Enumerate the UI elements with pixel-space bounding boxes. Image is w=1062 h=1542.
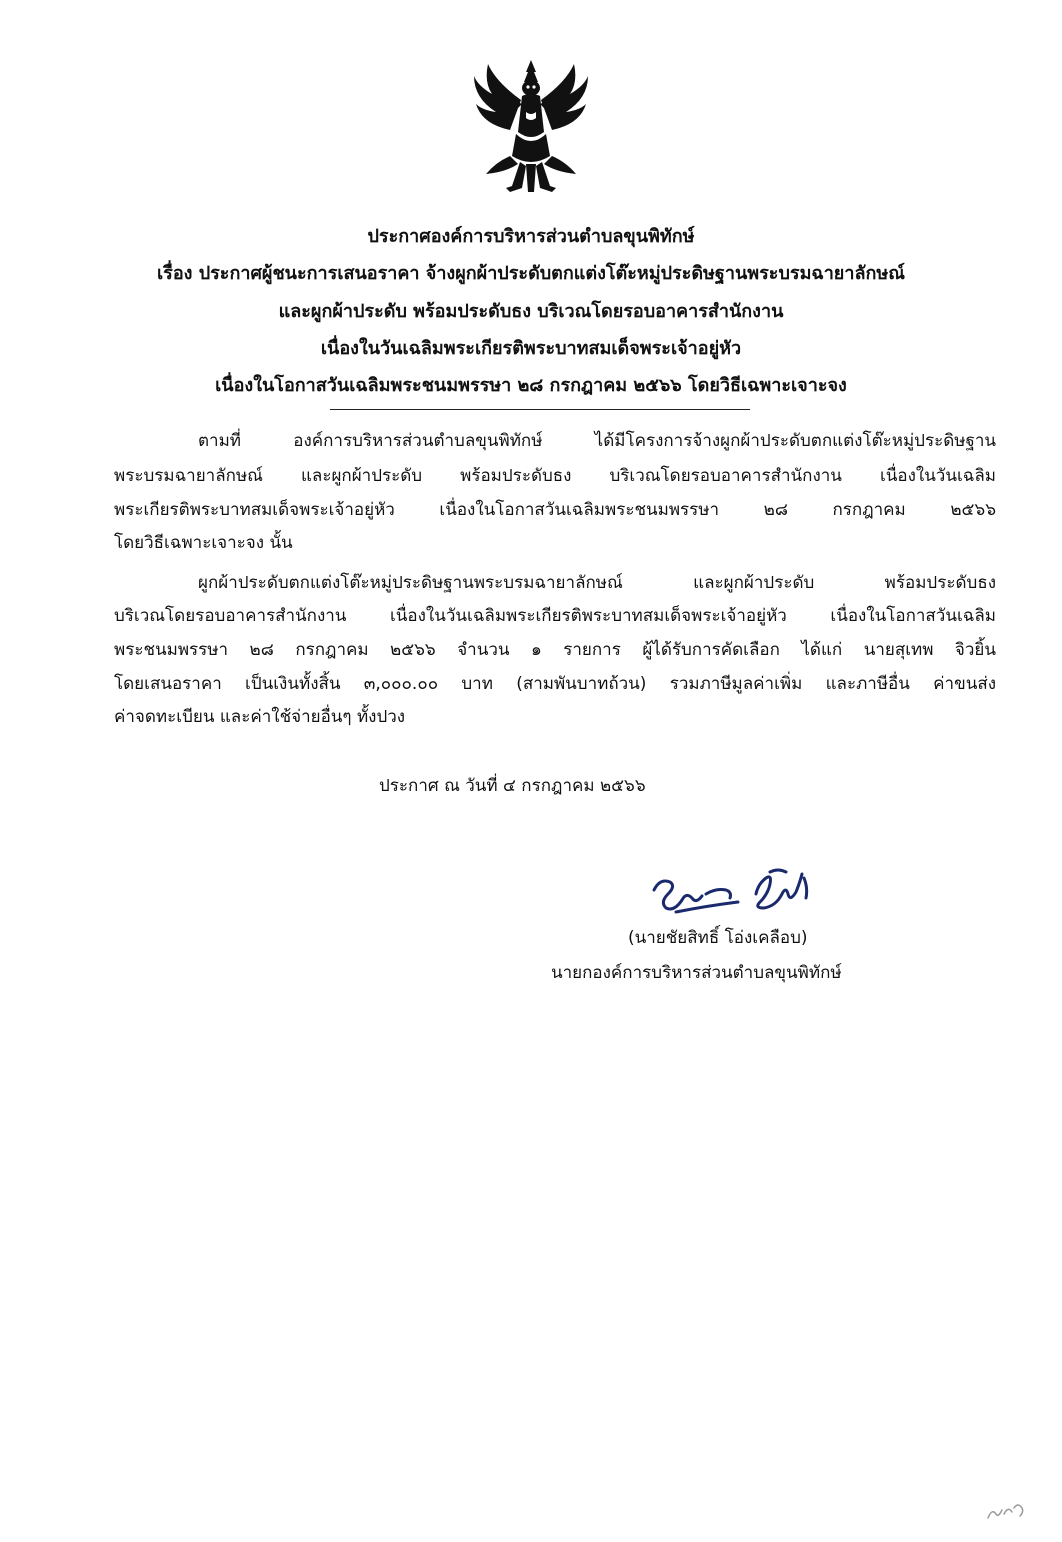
paragraph-2-line-1: ผูกผ้าประดับตกแต่งโต๊ะหมู่ประดิษฐานพระบรมฉายาลักษณ์ และผูกผ้าประดับ พร้อมประดับธง <box>198 573 996 593</box>
paragraph-2-line-4: โดยเสนอราคา เป็นเงินทั้งสิ้น ๓,๐๐๐.๐๐ บาท (สามพันบาทถ้วน) รวมภาษีมูลค่าเพิ่ม และภาษีอื่น ค่าขนส่ง <box>114 674 996 694</box>
announcement-title: ประกาศองค์การบริหารส่วนตำบลขุนพิทักษ์ <box>367 226 695 247</box>
announcement-subject-line-2: และผูกผ้าประดับ พร้อมประดับธง บริเวณโดยรอบอาคารสำนักงาน <box>278 301 784 322</box>
paragraph-1-line-1: ตามที่ องค์การบริหารส่วนตำบลขุนพิทักษ์ ได้มีโครงการจ้างผูกผ้าประดับตกแต่งโต๊ะหมู่ประดิษฐาน <box>198 431 996 451</box>
paragraph-2-line-2: บริเวณโดยรอบอาคารสำนักงาน เนื่องในวันเฉลิมพระเกียรติพระบาทสมเด็จพระเจ้าอยู่หัว เนื่องในโอกาสวันเฉลิม <box>114 606 996 626</box>
handwritten-signature <box>646 864 818 922</box>
pencil-mark <box>984 1494 1028 1524</box>
signer-title: นายกองค์การบริหารส่วนตำบลขุนพิทักษ์ <box>551 963 842 983</box>
paragraph-1-line-2: พระบรมฉายาลักษณ์ และผูกผ้าประดับ พร้อมประดับธง บริเวณโดยรอบอาคารสำนักงาน เนื่องในวันเฉลิม <box>114 466 996 486</box>
garuda-emblem-icon <box>466 52 596 202</box>
announcement-subject-line-3: เนื่องในวันเฉลิมพระเกียรติพระบาทสมเด็จพระเจ้าอยู่หัว <box>320 338 742 359</box>
paragraph-2-line-3: พระชนมพรรษา ๒๘ กรกฎาคม ๒๕๖๖ จำนวน ๑ รายการ ผู้ได้รับการคัดเลือก ได้แก่ นายสุเทพ จิวยิ้น <box>114 640 996 660</box>
paragraph-2-line-5: ค่าจดทะเบียน และค่าใช้จ่ายอื่นๆ ทั้งปวง <box>114 707 406 727</box>
paragraph-1-line-4: โดยวิธีเฉพาะเจาะจง นั้น <box>114 533 293 553</box>
signer-name: (นายชัยสิทธิ์ โอ่งเคลือบ) <box>628 928 808 948</box>
header-divider <box>330 409 750 410</box>
paragraph-1-line-3: พระเกียรติพระบาทสมเด็จพระเจ้าอยู่หัว เนื่องในโอกาสวันเฉลิมพระชนมพรรษา ๒๘ กรกฎาคม ๒๕๖๖ <box>114 500 996 520</box>
announcement-date: ประกาศ ณ วันที่ ๔ กรกฎาคม ๒๕๖๖ <box>379 776 646 796</box>
announcement-subject-line-4: เนื่องในโอกาสวันเฉลิมพระชนมพรรษา ๒๘ กรกฎาคม ๒๕๖๖ โดยวิธีเฉพาะเจาะจง <box>215 375 847 396</box>
announcement-subject: เรื่อง ประกาศผู้ชนะการเสนอราคา จ้างผูกผ้าประดับตกแต่งโต๊ะหมู่ประดิษฐานพระบรมฉายาลักษณ์ <box>157 263 905 284</box>
